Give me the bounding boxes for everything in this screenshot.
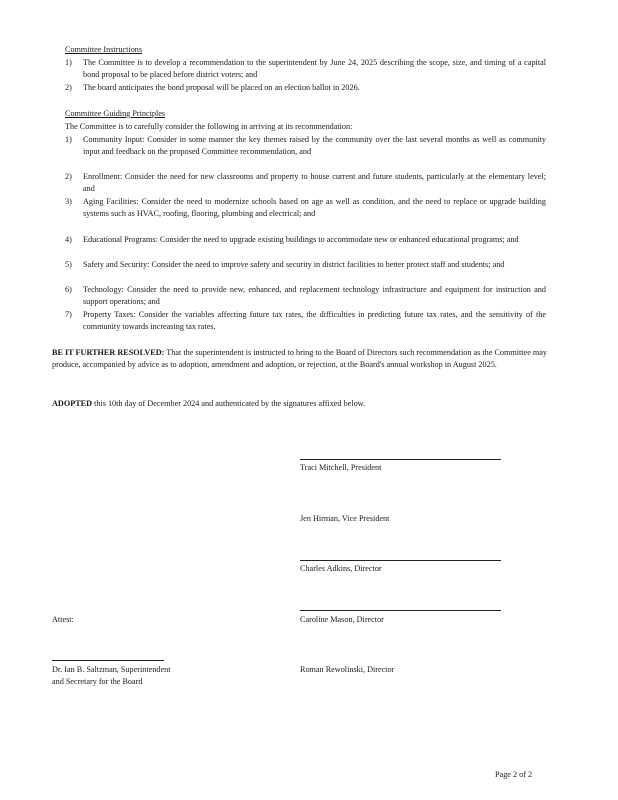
signatory-name: Caroline Mason [300, 615, 353, 624]
attest-title: and Secretary for the Board [52, 677, 143, 686]
instructions-heading: Committee Instructions [65, 45, 143, 54]
item-text: Community Input: Consider in some manner the key themes raised by the community over the last several months as well as community input and feedback on the proposed Committee recommendation, and [83, 135, 546, 157]
signatory [300, 664, 394, 676]
signatory-title: , President [346, 463, 382, 472]
signatory-title: , Director [352, 615, 384, 624]
adopted-paragraph [52, 398, 547, 410]
resolved-lead: BE IT FURTHER RESOLVED: [52, 348, 165, 357]
signatory [300, 563, 382, 575]
item-text: The board anticipates the bond proposal will be placed on an election ballot in 2026. [83, 83, 360, 92]
signatory-name: Roman Rewolinski [300, 665, 363, 674]
resolved-text: That the superintendent is instructed to bring to the Board of Directors such recommendation as the Committee may produce, accompanied by advice as to adoption, amendment and adoption, or rejection, at the Board's annual workshop in August 2025. [52, 348, 547, 370]
attest-signature-line [52, 660, 164, 661]
item-number: 1) [65, 135, 72, 144]
item-text: Safety and Security: Consider the need to improve safety and security in district facilities to better protect staff and students; and [83, 260, 505, 269]
signatory-title: , Vice President [337, 514, 390, 523]
signatory-name: Jen Hirman [300, 514, 338, 523]
item-text: Aging Facilities: Consider the need to modernize schools based on age as well as condition, and the need to replace or upgrade building systems such as HVAC, roofing, flooring, plumbing and electrical; and [83, 197, 546, 219]
attest-label: Attest: [52, 615, 74, 624]
item-text: Enrollment: Consider the need for new classrooms and property to house current and future students, particularly at the elementary level; and [83, 172, 546, 194]
adopted-lead: ADOPTED [52, 399, 93, 408]
item-text: Technology: Consider the need to provide new, enhanced, and replacement technology infrastructure and equipment for instruction and support operations; and [83, 285, 546, 307]
item-number: 2) [65, 83, 72, 92]
item-text: Educational Programs: Consider the need to upgrade existing buildings to accommodate new or enhanced educational programs; and [83, 235, 519, 244]
resolved-paragraph [52, 347, 547, 372]
signature-line [300, 610, 501, 611]
attest-name: Dr. Ian B. Saltzman, Superintendent [52, 665, 171, 674]
signatory [300, 462, 381, 474]
item-text: Property Taxes: Consider the variables affecting future tax rates, the difficulties in predicting future tax rates, and the sensitivity of the community towards increasing tax rates. [83, 310, 546, 332]
signatory [300, 614, 384, 626]
item-number: 3) [65, 197, 72, 206]
item-number: 5) [65, 260, 72, 269]
signature-line [300, 459, 501, 460]
item-number: 1) [65, 58, 72, 67]
signatory [300, 513, 389, 525]
item-text: The Committee is to develop a recommendation to the superintendent by June 24, 2025 describing the scope, size, and timing of a capital bond proposal to be placed before district voters; and [83, 58, 546, 80]
item-number: 6) [65, 285, 72, 294]
principles-intro: The Committee is to carefully consider the following in arriving at its recommendation: [65, 122, 353, 131]
principles-heading: Committee Guiding Principles [65, 109, 166, 118]
adopted-text: this 10th day of December 2024 and authenticated by the signatures affixed below. [94, 399, 366, 408]
signatory-title: , Director [350, 564, 382, 573]
signatory-name: Traci Mitchell [300, 463, 347, 472]
item-number: 7) [65, 310, 72, 319]
signature-line [300, 560, 501, 561]
item-number: 4) [65, 235, 72, 244]
item-number: 2) [65, 172, 72, 181]
signatory-title: , Director [363, 665, 395, 674]
signatory-name: Charles Adkins [300, 564, 351, 573]
page-number: Page 2 of 2 [495, 770, 533, 779]
